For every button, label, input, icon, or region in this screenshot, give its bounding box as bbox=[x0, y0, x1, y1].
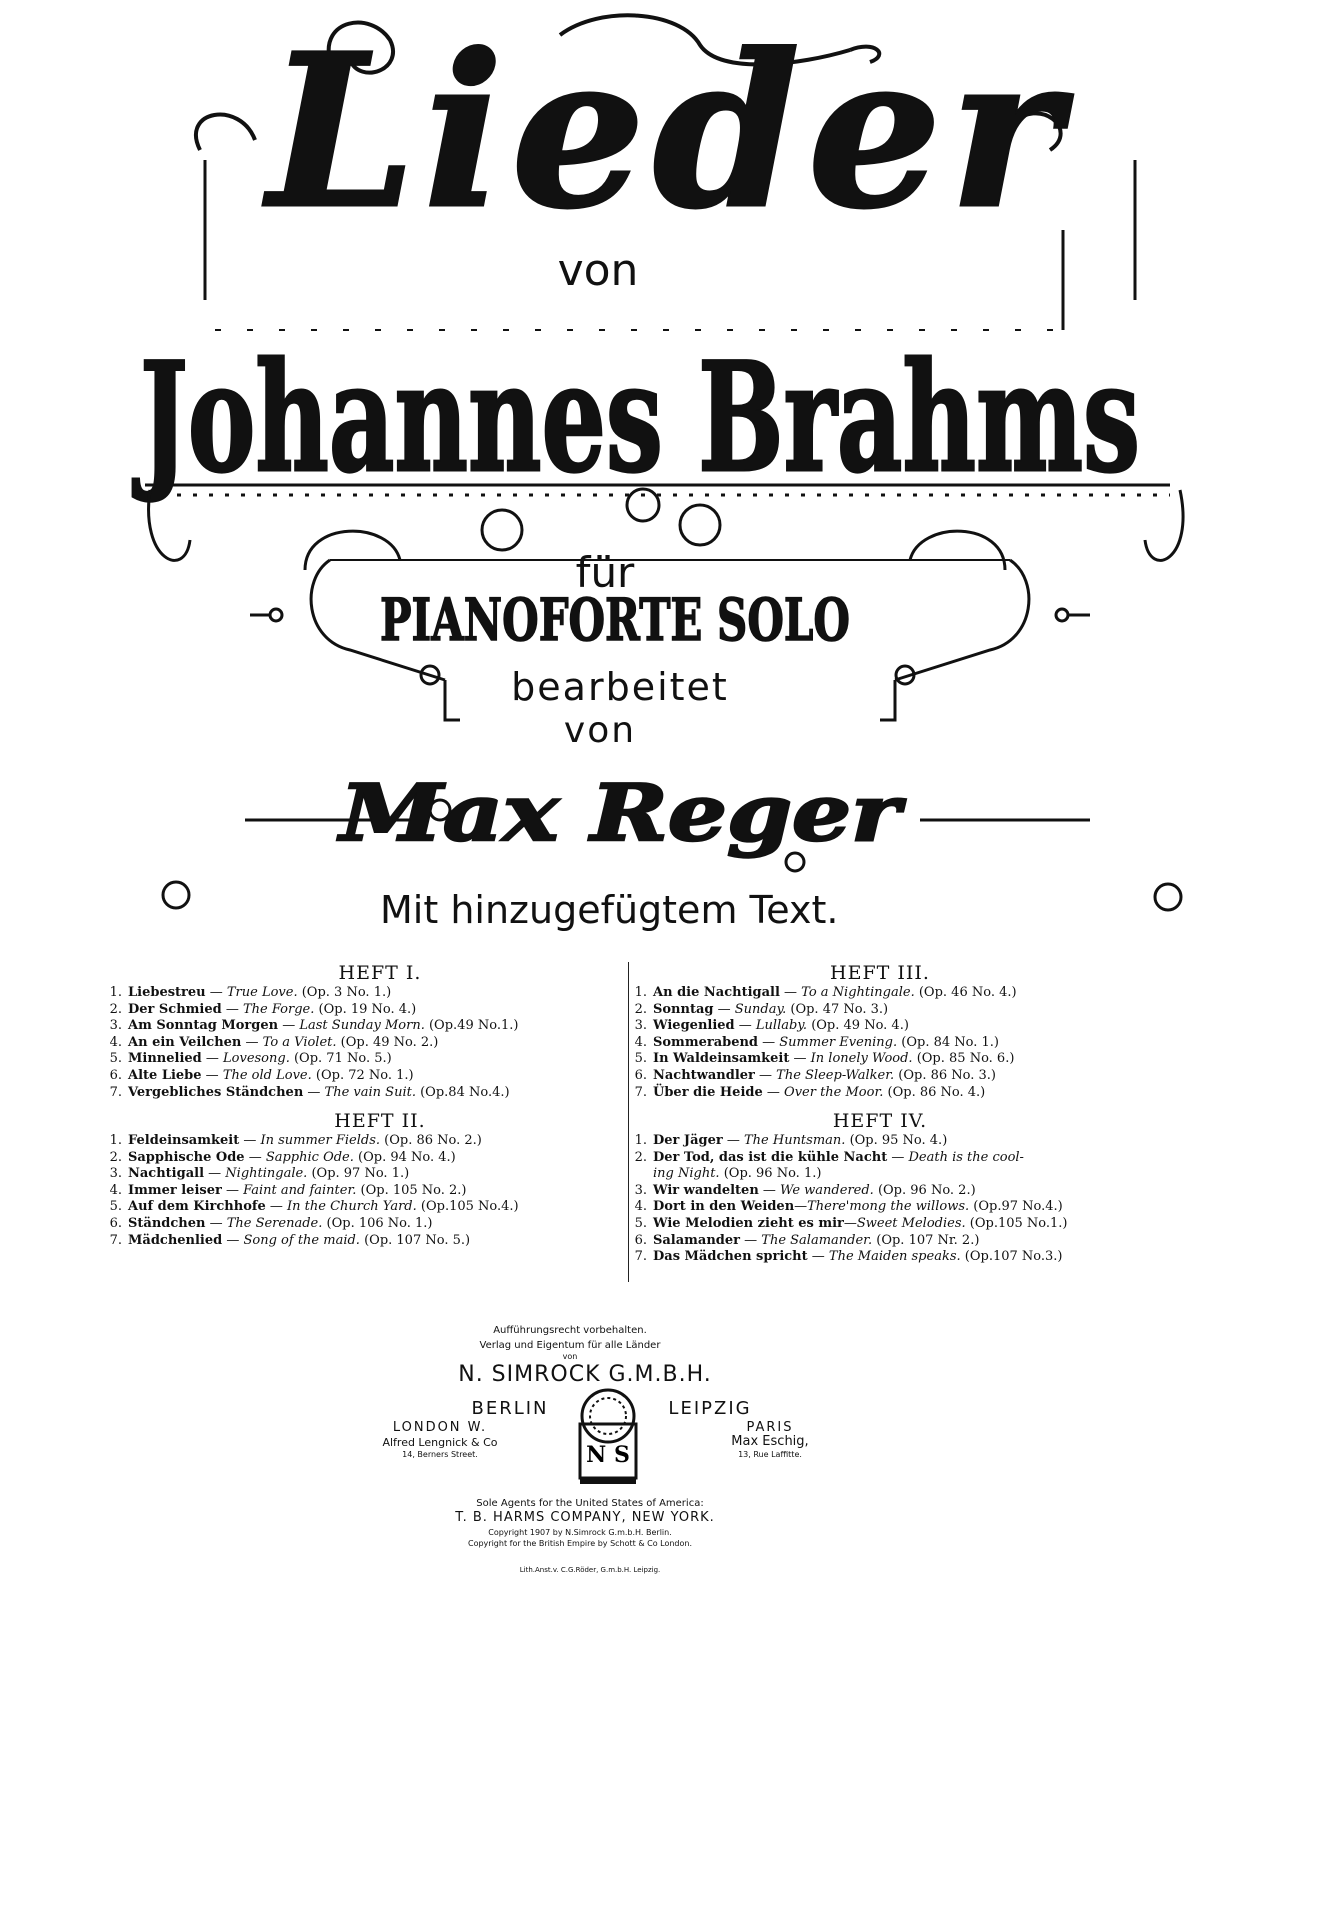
printer-line: Lith.Anst.v. C.G.Röder, G.m.b.H. Leipzig. bbox=[519, 1566, 661, 1574]
list-item: 2. Sapphische Ode — Sapphic Ode. (Op. 94 No. 4.) bbox=[109, 1149, 456, 1165]
list-item: 3. Wir wandelten — We wandered. (Op. 96 No. 2.) bbox=[634, 1182, 976, 1198]
list-item: 3. Am Sonntag Morgen — Last Sunday Morn. (Op.49 No.1.) bbox=[109, 1018, 519, 1034]
list-item: 4. Sommerabend — Summer Evening. (Op. 84 No. 1.) bbox=[634, 1034, 999, 1050]
list-item: 7. Vergebliches Ständchen — The vain Suit. (Op.84 No.4.) bbox=[109, 1084, 510, 1100]
list-item: 1. Liebestreu — True Love. (Op. 3 No. 1.) bbox=[109, 985, 392, 1000]
list-item: 1. An die Nachtigall — To a Nightingale. (Op. 46 No. 4.) bbox=[634, 985, 1017, 1000]
fuer-label: für bbox=[575, 548, 635, 597]
heft-3-heading: HEFT III. bbox=[830, 962, 930, 984]
city-berlin: BERLIN bbox=[471, 1398, 549, 1419]
heft-3-list bbox=[625, 985, 1017, 1101]
city-leipzig: LEIPZIG bbox=[668, 1398, 752, 1419]
list-item: 2. Der Tod, das ist die kühle Nacht — Death is the cool- bbox=[634, 1149, 1024, 1165]
list-item: 6. Salamander — The Salamander. (Op. 107 Nr. 2.) bbox=[634, 1232, 980, 1248]
arranger-name: Max Reger bbox=[336, 768, 906, 859]
simrock-emblem bbox=[560, 1386, 656, 1492]
heft-4-heading: HEFT IV. bbox=[832, 1110, 928, 1132]
bearbeitet-label: bearbeitet bbox=[511, 665, 729, 709]
paris-agent: Max Eschig, bbox=[731, 1434, 809, 1449]
list-item: 1. Der Jäger — The Huntsman. (Op. 95 No. 4.) bbox=[634, 1133, 948, 1148]
instrument-title: PIANOFORTE SOLO bbox=[380, 586, 850, 654]
list-item: 5. In Waldeinsamkeit — In lonely Wood. (Op. 85 No. 6.) bbox=[634, 1051, 1015, 1067]
copyright-line-2: Copyright for the British Empire by Schott & Co London. bbox=[468, 1539, 692, 1548]
title-lieder: Lieder bbox=[267, 8, 1069, 255]
city-paris: PARIS bbox=[746, 1420, 794, 1435]
list-item: 2. Der Schmied — The Forge. (Op. 19 No. 4.) bbox=[109, 1001, 417, 1017]
london-address: 14, Berners Street. bbox=[402, 1450, 478, 1459]
heft-2-heading: HEFT II. bbox=[334, 1110, 426, 1132]
city-london: LONDON W. bbox=[392, 1420, 488, 1435]
list-item: 2. Sonntag — Sunday. (Op. 47 No. 3.) bbox=[634, 1001, 889, 1017]
list-item: 7. Mädchenlied — Song of the maid. (Op. 107 No. 5.) bbox=[109, 1232, 471, 1248]
added-text-note: Mit hinzugefügtem Text. bbox=[380, 888, 839, 932]
list-item: 1. Feldeinsamkeit — In summer Fields. (Op. 86 No. 2.) bbox=[109, 1133, 482, 1148]
list-item: 3. Wiegenlied — Lullaby. (Op. 49 No. 4.) bbox=[634, 1018, 909, 1034]
heft-4-list bbox=[625, 1133, 1068, 1266]
list-item: 7. Über die Heide — Over the Moor. (Op. 86 No. 4.) bbox=[634, 1084, 986, 1100]
list-item: 4. An ein Veilchen — To a Violet. (Op. 49 No. 2.) bbox=[109, 1034, 439, 1050]
heft-1-list bbox=[100, 985, 518, 1101]
list-item: 6. Nachtwandler — The Sleep-Walker. (Op. 86 No. 3.) bbox=[634, 1067, 996, 1083]
emblem-letters: N S bbox=[586, 1442, 630, 1468]
von-label: von bbox=[557, 245, 639, 296]
sole-agents: Sole Agents for the United States of America: bbox=[476, 1498, 704, 1509]
list-item: 6. Alte Liebe — The old Love. (Op. 72 No. 1.) bbox=[109, 1067, 414, 1083]
heft-1-heading: HEFT I. bbox=[338, 962, 422, 984]
london-agent: Alfred Lengnick & Co bbox=[382, 1436, 498, 1449]
list-item: 5. Minnelied — Lovesong. (Op. 71 No. 5.) bbox=[109, 1051, 392, 1067]
verlag-von: von bbox=[562, 1352, 578, 1361]
title-ornament bbox=[0, 0, 1337, 960]
list-item: 4. Immer leiser — Faint and fainter. (Op. 105 No. 2.) bbox=[109, 1182, 467, 1198]
verlag-line: Verlag und Eigentum für alle Länder bbox=[479, 1340, 661, 1351]
list-item: ing Night. (Op. 96 No. 1.) bbox=[653, 1166, 822, 1182]
paris-address: 13, Rue Laffitte. bbox=[738, 1450, 802, 1459]
publisher-name: N. SIMROCK G.M.B.H. bbox=[458, 1362, 712, 1387]
harms-company: T. B. HARMS COMPANY, NEW YORK. bbox=[455, 1510, 715, 1525]
list-item: 7. Das Mädchen spricht — The Maiden speaks. (Op.107 No.3.) bbox=[634, 1249, 1063, 1265]
heft-2-list bbox=[100, 1133, 519, 1249]
list-item: 5. Auf dem Kirchhofe — In the Church Yard. (Op.105 No.4.) bbox=[109, 1199, 519, 1215]
list-item: 5. Wie Melodien zieht es mir—Sweet Melodies. (Op.105 No.1.) bbox=[634, 1215, 1068, 1231]
list-item: 6. Ständchen — The Serenade. (Op. 106 No. 1.) bbox=[109, 1215, 433, 1231]
copyright-line-1: Copyright 1907 by N.Simrock G.m.b.H. Berlin. bbox=[488, 1528, 672, 1537]
von-label-2: von bbox=[563, 710, 637, 751]
list-item: 4. Dort in den Weiden—There'mong the willows. (Op.97 No.4.) bbox=[634, 1199, 1063, 1215]
list-item: 3. Nachtigall — Nightingale. (Op. 97 No. 1.) bbox=[109, 1166, 410, 1182]
composer-name: Johannes Brahms bbox=[132, 330, 1141, 506]
rights-reserved: Aufführungsrecht vorbehalten. bbox=[493, 1325, 647, 1336]
